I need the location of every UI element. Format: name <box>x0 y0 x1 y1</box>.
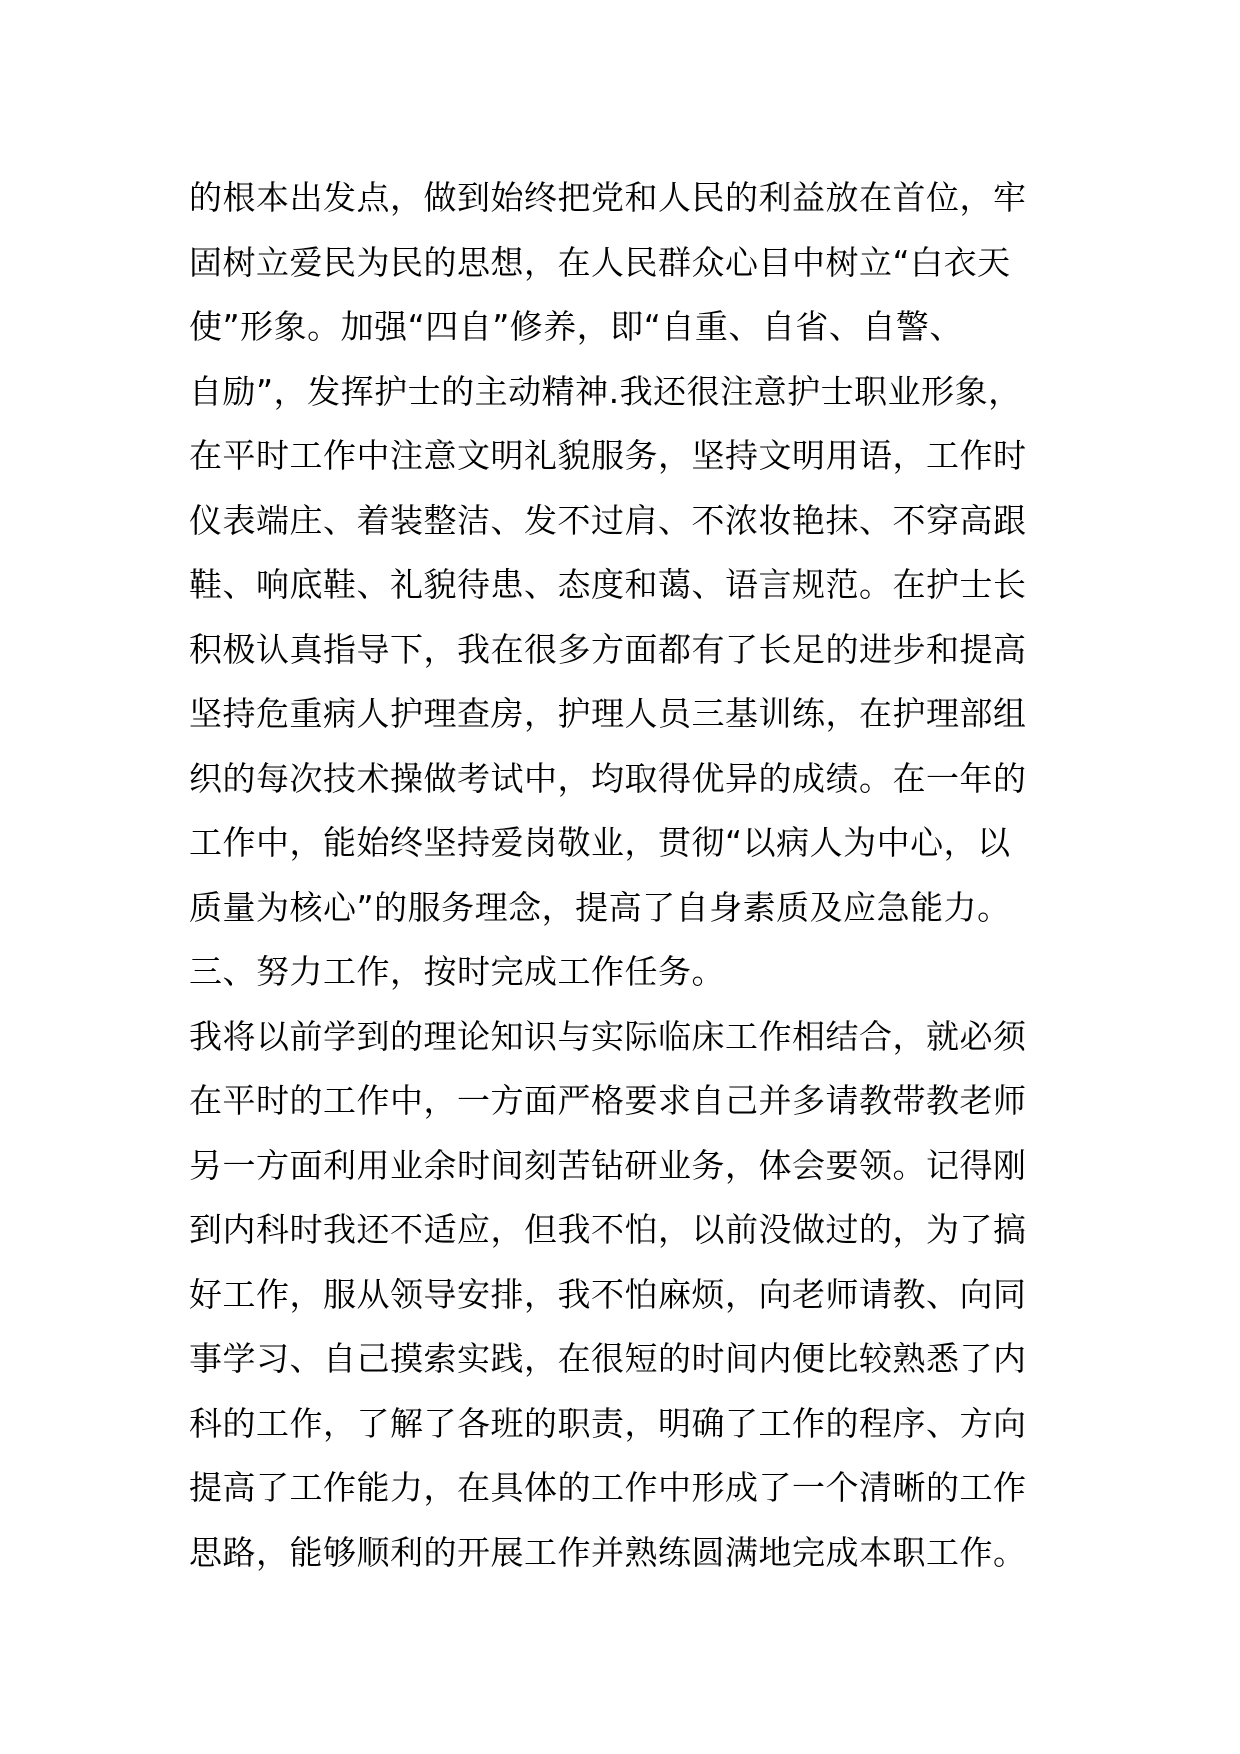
text-line: 另一方面利用业余时间刻苦钻研业务，体会要领。记得刚 <box>189 1145 1027 1185</box>
text-line: 织的每次技术操做考试中，均取得优异的成绩。在一年的 <box>189 758 1027 798</box>
text-line: 质量为核心”的服务理念，提高了自身素质及应急能力。 <box>189 887 1011 927</box>
body-text <box>189 166 1069 1585</box>
text-line: 好工作，服从领导安排，我不怕麻烦，向老师请教、向同 <box>189 1274 1027 1314</box>
text-line: 使”形象。加强“四自”修养，即“自重、自省、自警、 <box>189 307 963 346</box>
text-line: 固树立爱民为民的思想，在人民群众心目中树立“白衣天 <box>189 242 1011 282</box>
text-line: 事学习、自己摸索实践，在很短的时间内便比较熟悉了内 <box>189 1339 1027 1378</box>
text-line: 在平时的工作中，一方面严格要求自己并多请教带教老师 <box>189 1081 1027 1120</box>
text-line: 我将以前学到的理论知识与实际临床工作相结合，就必须 <box>189 1016 1027 1056</box>
text-line: 坚持危重病人护理查房，护理人员三基训练，在护理部组 <box>189 694 1027 733</box>
section-heading: 三、努力工作，按时完成工作任务。 <box>189 952 725 991</box>
text-line: 积极认真指导下，我在很多方面都有了长足的进步和提高 <box>189 629 1027 669</box>
text-line: 鞋、响底鞋、礼貌待患、态度和蔼、语言规范。在护士长 <box>189 565 1027 604</box>
text-line: 工作中，能始终坚持爱岗敬业，贯彻“以病人为中心，以 <box>189 823 1011 862</box>
text-line: 在平时工作中注意文明礼貌服务，坚持文明用语，工作时 <box>189 436 1027 475</box>
text-line: 思路，能够顺利的开展工作并熟练圆满地完成本职工作。 <box>189 1532 1027 1572</box>
text-line: 仪表端庄、着装整洁、发不过肩、不浓妆艳抹、不穿高跟 <box>189 500 1027 540</box>
text-line: 科的工作，了解了各班的职责，明确了工作的程序、方向 <box>189 1403 1027 1443</box>
text-line: 的根本出发点，做到始终把党和人民的利益放在首位，牢 <box>189 178 1027 217</box>
text-line: 到内科时我还不适应，但我不怕，以前没做过的，为了搞 <box>189 1210 1027 1249</box>
text-line: 自励”，发挥护士的主动精神.我还很注意护士职业形象， <box>189 371 1022 411</box>
text-line: 提高了工作能力，在具体的工作中形成了一个清晰的工作 <box>189 1468 1027 1507</box>
